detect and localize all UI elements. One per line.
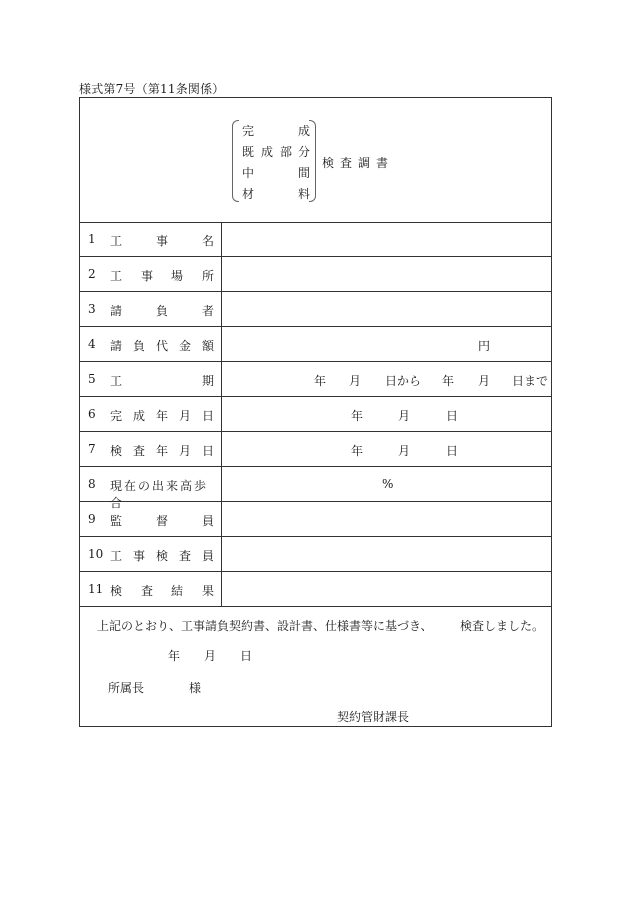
addressee: 所属長 bbox=[108, 681, 145, 695]
row-label: 検 査 年 月 日 bbox=[110, 444, 215, 458]
unit-percent: % bbox=[382, 477, 394, 491]
row-number: 10 bbox=[88, 547, 104, 561]
date-month: 月 bbox=[204, 649, 217, 663]
type-char: 成 bbox=[261, 145, 274, 159]
row-number: 8 bbox=[88, 477, 96, 491]
table-row bbox=[80, 292, 551, 327]
inspection-type-partial bbox=[242, 143, 310, 163]
table-row bbox=[80, 502, 551, 537]
form-label: 様式第7号（第11条関係） bbox=[79, 82, 225, 96]
certification-statement: 上記のとおり、工事請負契約書、設計書、仕様書等に基づき、 bbox=[97, 619, 433, 633]
row-number: 11 bbox=[88, 582, 104, 596]
row-number: 9 bbox=[88, 512, 96, 526]
inspection-type-materials bbox=[242, 185, 310, 205]
row-number: 5 bbox=[88, 372, 96, 386]
inspection-report-form bbox=[79, 97, 552, 727]
type-char: 成 bbox=[298, 124, 311, 138]
table-row: 7 検 査 年 月 日 年 月 日 bbox=[80, 432, 551, 467]
row-label: 工 期 bbox=[110, 374, 215, 388]
row-number: 2 bbox=[88, 267, 96, 281]
date-day: 日 bbox=[240, 649, 253, 663]
inspection-type-completion bbox=[242, 122, 310, 142]
inspection-type-interim bbox=[242, 164, 310, 184]
row-label: 請 負 者 bbox=[110, 304, 215, 318]
honorific: 様 bbox=[189, 681, 202, 695]
row-number: 4 bbox=[88, 337, 96, 351]
date-year: 年 bbox=[168, 649, 181, 663]
row-number: 3 bbox=[88, 302, 96, 316]
type-char: 材 bbox=[242, 187, 255, 201]
table-row bbox=[80, 572, 551, 607]
row-label: 工 事 検 査 員 bbox=[110, 549, 215, 563]
row-label: 検 査 結 果 bbox=[110, 584, 215, 598]
row-number: 6 bbox=[88, 407, 96, 421]
form-footer bbox=[80, 607, 551, 727]
row-label: 監 督 員 bbox=[110, 514, 215, 528]
right-bracket bbox=[309, 120, 316, 202]
table-row bbox=[80, 327, 551, 362]
signer-title: 契約管財課長 bbox=[337, 710, 410, 724]
table-row bbox=[80, 537, 551, 572]
document-title: 検査調書 bbox=[322, 156, 395, 170]
table-row bbox=[80, 257, 551, 292]
type-char: 完 bbox=[242, 124, 255, 138]
row-label: 請 負 代 金 額 bbox=[110, 339, 215, 353]
row-label: 工 事 場 所 bbox=[110, 269, 215, 283]
left-bracket bbox=[232, 120, 239, 202]
certification-statement-end: 検査しました。 bbox=[460, 619, 545, 633]
row-number: 7 bbox=[88, 442, 96, 456]
type-char: 間 bbox=[298, 166, 311, 180]
row-label: 完 成 年 月 日 bbox=[110, 409, 215, 423]
row-label: 工 事 名 bbox=[110, 234, 215, 248]
unit-yen: 円 bbox=[478, 339, 491, 353]
table-row bbox=[80, 467, 551, 510]
type-char: 分 bbox=[298, 145, 311, 159]
form-rows bbox=[80, 222, 551, 607]
type-char: 既 bbox=[242, 145, 255, 159]
row-number: 1 bbox=[88, 232, 96, 246]
table-row: 6 完 成 年 月 日 年 月 日 bbox=[80, 397, 551, 432]
table-row bbox=[80, 222, 551, 257]
type-char: 部 bbox=[280, 145, 293, 159]
row-label: 現在の出来高歩合 bbox=[110, 479, 209, 510]
table-row: 5 工 期 年 月 日から 年 月 日まで bbox=[80, 362, 551, 397]
form-header bbox=[80, 98, 551, 223]
type-char: 料 bbox=[298, 187, 311, 201]
type-char: 中 bbox=[242, 166, 255, 180]
